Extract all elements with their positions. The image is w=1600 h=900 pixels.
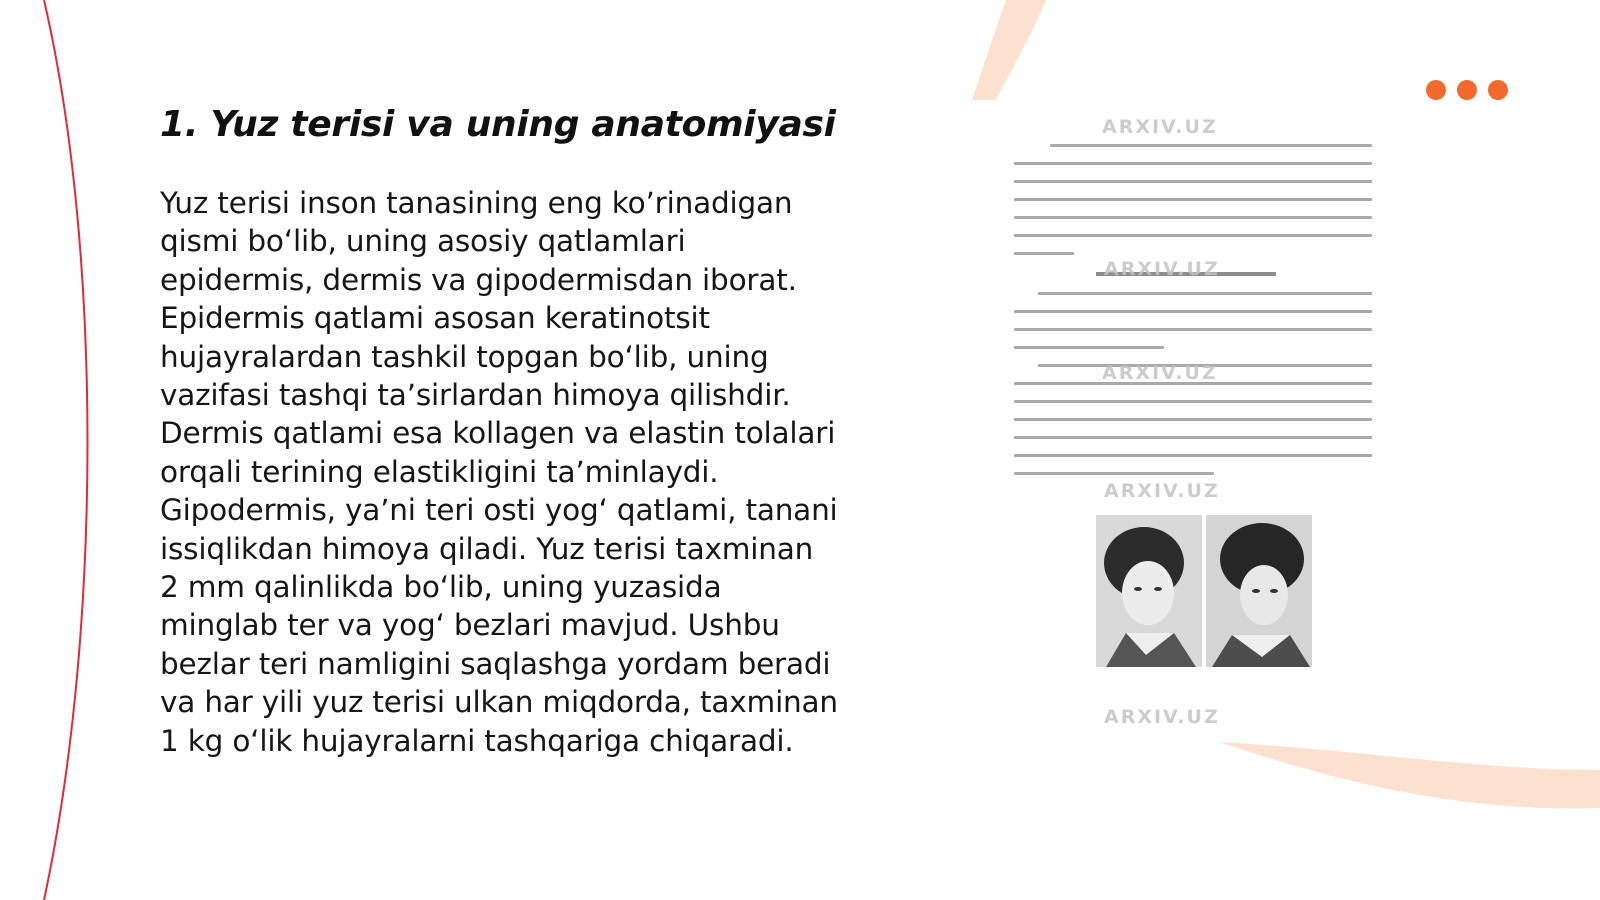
left-red-curve [44,0,88,900]
scan-photo-left [1096,515,1202,667]
scanned-document-image [1006,100,1396,740]
slide-title: 1. Yuz terisi va uning anatomiyasi [160,104,836,145]
watermark-3: ARXIV.UZ [1102,362,1218,384]
watermark-2: ARXIV.UZ [1104,258,1220,280]
scan-paragraph-2 [1014,292,1372,364]
scan-paragraph-1 [1014,144,1372,270]
watermark-5: ARXIV.UZ [1104,706,1220,728]
watermark-4: ARXIV.UZ [1104,480,1220,502]
watermark-1: ARXIV.UZ [1102,116,1218,138]
dot-3 [1488,80,1508,100]
portrait-left-image [1096,515,1202,667]
slide-body-text: Yuz terisi inson tanasining eng ko’rinadigan qismi bo‘lib, uning asosiy qatlamlari epidermis, dermis va gipodermisdan iborat. Epidermis qatlami asosan keratinotsit hujayralardan tashkil topgan bo‘lib, uning vazifasi tashqi ta’sirlardan himoya qilishdir. Dermis qatlami esa kollagen va elastin tolalari orqali terining elastikligini ta’minlaydi. Gipodermis, ya’ni teri osti yog‘ qatlami, tanani issiqlikdan himoya qiladi. Yuz terisi taxminan 2 mm qalinlikda bo‘lib, uning yuzasida minglab ter va yog‘ bezlari mavjud. Ushbu bezlar teri namligini saqlashga yordam beradi va har yili yuz terisi ulkan miqdorda, taxminan 1 kg o‘lik hujayralarni tashqariga chiqaradi. [160,186,838,758]
bottom-peach-band [1220,742,1600,808]
scan-photo-right [1206,515,1312,667]
dot-2 [1457,80,1477,100]
dot-1 [1426,80,1446,100]
portrait-right-image [1206,515,1312,667]
top-peach-band [972,0,1046,100]
three-dots-icon [1426,80,1508,100]
